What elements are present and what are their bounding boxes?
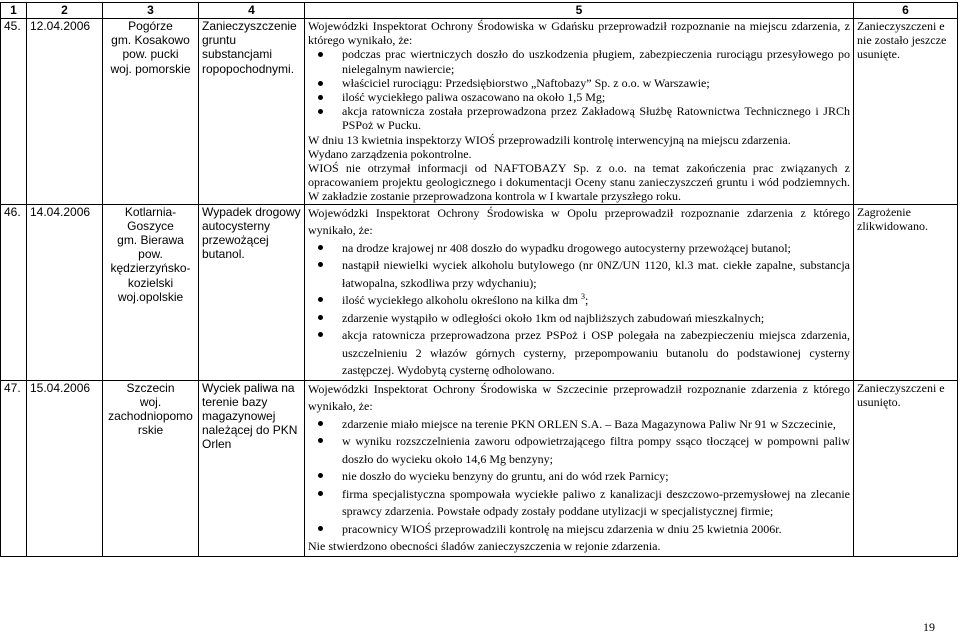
incident-register-table (0, 2, 958, 557)
entry-location (103, 19, 199, 205)
list-item: w wyniku rozszczelnienia zaworu odpowietrzającego filtra pompy ssąco tłoczącej w pompowni paliw doszło do wycieku około 14,6 Mg benzyny; (342, 433, 850, 468)
list-item: zdarzenie miało miejsce na terenie PKN ORLEN S.A. – Baza Magazynowa Paliw Nr 91 w Szczecinie, (342, 416, 850, 434)
list-item: zdarzenie wystąpiło w odległości około 1km od najbliższych zabudowań mieszkalnych; (342, 310, 850, 328)
entry-date: 12.04.2006 (27, 19, 103, 205)
entry-description (305, 19, 854, 205)
location-line: gm. Bierawa (117, 233, 184, 248)
list-item (342, 292, 850, 310)
list-item: ilość wyciekłego paliwa oszacowano na około 1,5 Mg; (342, 90, 850, 104)
column-number: 6 (854, 3, 958, 19)
location-line: gm. Kosakowo (111, 33, 190, 48)
location-line: woj. (139, 394, 162, 409)
description-intro: Wojewódzki Inspektorat Ochrony Środowiska w Szczecinie przeprowadził rozpoznanie zdarzenia z którego wynikało, że: (308, 381, 850, 414)
description-note: W dniu 13 kwietnia inspektorzy WIOŚ przeprowadzili kontrolę interwencyjną na miejscu zdarzenia. (308, 132, 791, 147)
list-item: akcja ratownicza przeprowadzona przez PSPoż i OSP polegała na zabezpieczeniu miejsca zdarzenia, uszczelnieniu 2 włazów górnych cysterny, przepompowaniu butanolu do podstawionej cysterny zastępczej. Wydobytą cysternę odholowano. (342, 327, 850, 380)
location-line: zachodniopomo (108, 409, 193, 424)
description-intro: Wojewódzki Inspektorat Ochrony Środowiska w Opolu przeprowadził rozpoznanie zdarzenia z którego wynikało, że: (308, 205, 850, 238)
entry-location (103, 380, 199, 556)
column-number: 1 (1, 3, 27, 19)
entry-location (103, 204, 199, 380)
column-number: 2 (27, 3, 103, 19)
entry-description (305, 204, 854, 380)
location-line: pow. pucki (122, 47, 179, 62)
list-item: nie doszło do wycieku benzyny do gruntu, ani do wód rzek Parnicy; (342, 468, 850, 486)
description-points (308, 47, 850, 132)
entry-result: Zagrożenie zlikwidowano. (854, 204, 958, 380)
location-line: Kotlarnia- (124, 204, 177, 219)
list-item-text: ilość wyciekłego alkoholu określono na kilka dm (342, 293, 578, 308)
location-line: woj. pomorskie (110, 61, 191, 76)
column-number: 5 (305, 3, 854, 19)
entry-substance: Wypadek drogowy autocysterny przewożącej butanol. (199, 204, 305, 380)
description-note: Wydano zarządzenia pokontrolne. (308, 146, 472, 161)
entry-number: 46. (1, 204, 27, 380)
list-item: podczas prac wiertniczych doszło do uszkodzenia pługiem, zabezpieczenia rurociągu przesyłowego po nielegalnym nawiercie; (342, 47, 850, 76)
table-row (1, 204, 958, 380)
entry-date: 15.04.2006 (27, 380, 103, 556)
entry-result: Zanieczyszczeni e nie zostało jeszcze usunięte. (854, 19, 958, 205)
entry-date: 14.04.2006 (27, 204, 103, 380)
location-line: woj.opolskie (117, 289, 184, 304)
column-number: 3 (103, 3, 199, 19)
column-number-row (1, 3, 958, 19)
entry-description (305, 380, 854, 556)
page-number: 19 (923, 620, 935, 634)
location-line: rskie (137, 423, 164, 438)
location-line: kędzierzyńsko- (110, 261, 191, 276)
location-line: Goszyce (127, 218, 174, 233)
table-row (1, 380, 958, 556)
list-item-tail: ; (584, 293, 589, 308)
location-line: Szczecin (126, 380, 175, 395)
entry-result: Zanieczyszczeni e usunięto. (854, 380, 958, 556)
list-item: pracownicy WIOŚ przeprowadzili kontrolę na miejscu zdarzenia w dniu 25 kwietnia 2006r. (342, 521, 850, 539)
column-number: 4 (199, 3, 305, 19)
table-row (1, 19, 958, 205)
description-points (308, 240, 850, 380)
entry-number: 47. (1, 380, 27, 556)
entry-substance: Wyciek paliwa na terenie bazy magazynowej należącej do PKN Orlen (199, 380, 305, 556)
description-note: Nie stwierdzono obecności śladów zanieczyszczenia w rejonie zdarzenia. (308, 539, 661, 554)
description-note: WIOŚ nie otrzymał informacji od NAFTOBAZY Sp. z o.o. na temat zakończenia prac związanych z opracowaniem projektu geologicznego i dokumentacji Oceny stanu zanieczyszczeń gruntu i wód podziemnych. W zakładzie zostanie przeprowadzona kontrola w I kwartale przyszłego roku. (308, 161, 850, 204)
list-item: na drodze krajowej nr 408 doszło do wypadku drogowego autocysterny przewożącej butanol; (342, 240, 850, 258)
location-line: pow. (138, 247, 163, 262)
superscript: 3 (580, 292, 585, 302)
list-item: nastąpił niewielki wyciek alkoholu butylowego (nr 0NZ/UN 1120, kl.3 mat. ciekłe zapalne, substancja łatwopalna, szkodliwa przy wdychaniu); (342, 257, 850, 292)
location-line: Pogórze (128, 19, 173, 33)
description-points (308, 416, 850, 539)
list-item: akcja ratownicza została przeprowadzona przez Zakładową Służbę Ratownictwa Technicznego i JRCh PSPoż w Pucku. (342, 104, 850, 133)
description-intro: Wojewódzki Inspektorat Ochrony Środowiska w Gdańsku przeprowadził rozpoznanie na miejscu zdarzenia, z którego wynikało, że: (308, 19, 850, 48)
location-line: kozielski (127, 275, 174, 290)
list-item: firma specjalistyczna spompowała wyciekłe paliwo z kanalizacji deszczowo-przemysłowej na zlecanie sprawcy zdarzenia. Powstałe odpady zostały poddane utylizacji w specjalistycznej firmie; (342, 486, 850, 521)
list-item: właściciel rurociągu: Przedsiębiorstwo „Naftobazy” Sp. z o.o. w Warszawie; (342, 76, 850, 90)
entry-substance: Zanieczyszczenie gruntu substancjami ropopochodnymi. (199, 19, 305, 205)
entry-number: 45. (1, 19, 27, 205)
